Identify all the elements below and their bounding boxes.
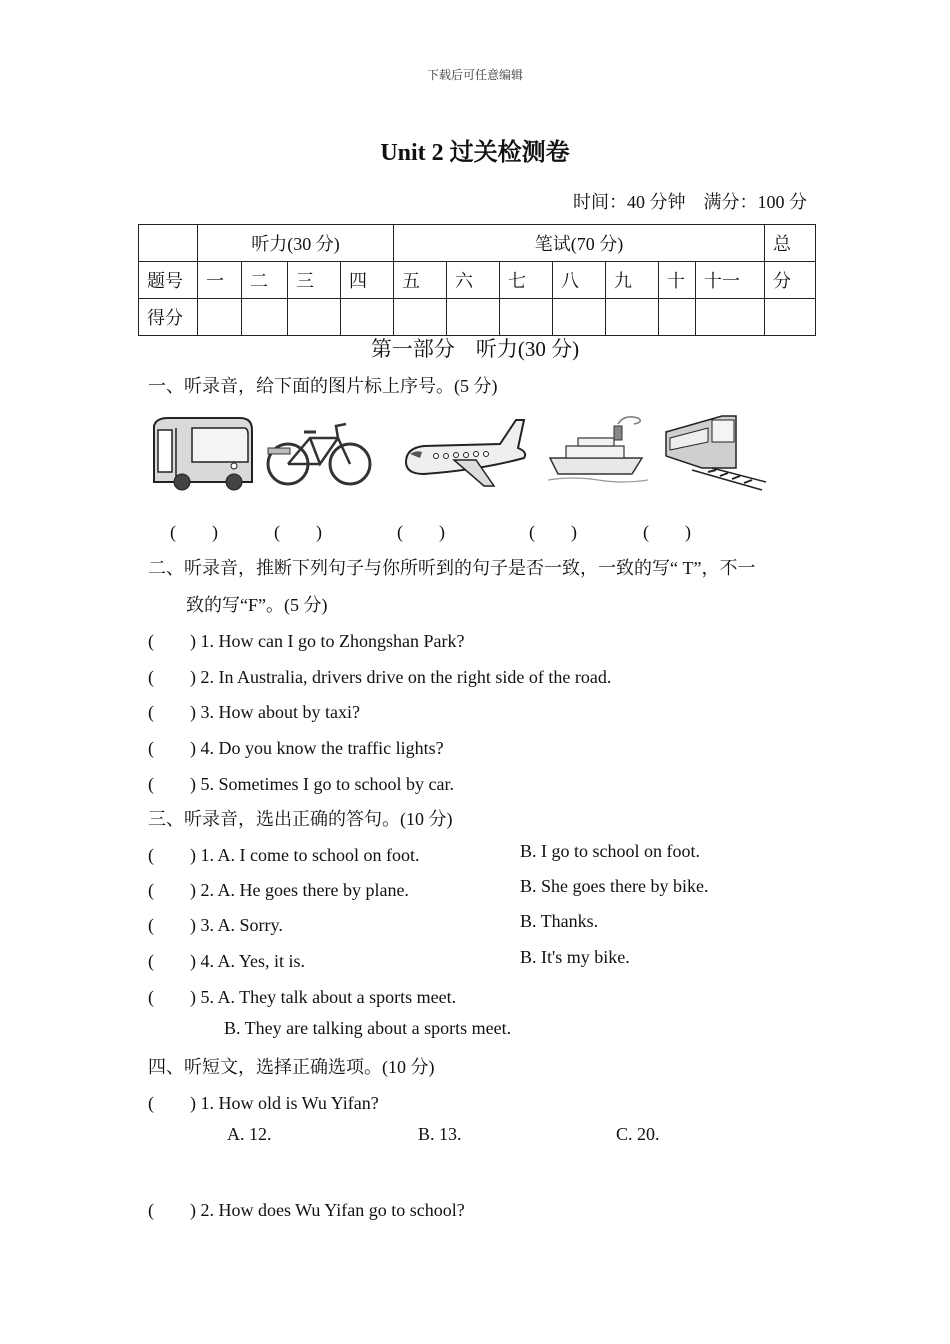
header-note: 下载后可任意编辑 [426, 68, 523, 82]
choice-item-a[interactable]: ( ) 2. A. He goes there by plane. [148, 880, 409, 900]
section1-heading: 一、听录音，给下面的图片标上序号。(5 分) [148, 376, 498, 396]
col-6: 六 [447, 262, 500, 299]
choice-item-b[interactable]: B. I go to school on foot. [520, 841, 700, 861]
tf-item[interactable]: ( ) 3. How about by taxi? [148, 702, 360, 722]
option-b[interactable]: B. 13. [418, 1124, 462, 1144]
choice-item-b[interactable]: B. Thanks. [520, 911, 599, 931]
col-9: 九 [606, 262, 659, 299]
choice-item-a[interactable]: ( ) 4. A. Yes, it is. [148, 951, 306, 971]
section2-heading-line1: 二、听录音，推断下列句子与你所听到的句子是否一致，一致的写“ T”，不一 [148, 558, 756, 578]
row-label-number: 题号 [139, 262, 198, 299]
tf-item[interactable]: ( ) 2. In Australia, drivers drive on the right side of the road. [148, 667, 612, 687]
choice-item-a[interactable]: ( ) 3. A. Sorry. [148, 915, 283, 935]
choice-item-b[interactable]: B. It's my bike. [520, 947, 630, 967]
score-cell[interactable] [696, 299, 765, 336]
score-cell[interactable] [341, 299, 394, 336]
train-icon [662, 412, 768, 492]
question-2[interactable]: ( ) 2. How does Wu Yifan go to school? [148, 1200, 465, 1220]
tf-item[interactable]: ( ) 4. Do you know the traffic lights? [148, 738, 444, 758]
score-cell[interactable] [198, 299, 242, 336]
listening-header: 听力(30 分) [198, 225, 394, 262]
bus-icon [148, 412, 256, 492]
tf-item[interactable]: ( ) 1. How can I go to Zhongshan Park? [148, 631, 465, 651]
col-7: 七 [500, 262, 553, 299]
section2-heading-line2: 致的写“F”。(5 分) [186, 595, 328, 615]
col-11: 十一 [696, 262, 765, 299]
col-5: 五 [394, 262, 447, 299]
plane-icon [400, 412, 530, 492]
score-cell[interactable] [242, 299, 288, 336]
section3-heading: 三、听录音，选出正确的答句。(10 分) [148, 809, 453, 829]
score-cell[interactable] [553, 299, 606, 336]
score-cell[interactable] [606, 299, 659, 336]
time-score-info: 时间：40 分钟 满分：100 分 [573, 192, 807, 212]
score-cell[interactable] [288, 299, 341, 336]
answer-blank-4[interactable]: ( ) [529, 522, 577, 542]
option-a[interactable]: A. 12. [227, 1124, 272, 1144]
answer-blank-3[interactable]: ( ) [397, 522, 445, 542]
choice-item-b[interactable]: B. She goes there by bike. [520, 876, 709, 896]
total-header-bottom: 分 [765, 262, 816, 299]
bicycle-icon [264, 412, 374, 492]
row-label-score: 得分 [139, 299, 198, 336]
score-cell[interactable] [500, 299, 553, 336]
tf-item[interactable]: ( ) 5. Sometimes I go to school by car. [148, 774, 454, 794]
col-2: 二 [242, 262, 288, 299]
total-header-top: 总 [765, 225, 816, 262]
col-10: 十 [659, 262, 696, 299]
part1-title: 第一部分 听力(30 分) [370, 337, 580, 361]
score-cell[interactable] [447, 299, 500, 336]
writing-header: 笔试(70 分) [394, 225, 765, 262]
col-1: 一 [198, 262, 242, 299]
choice-item-b[interactable]: B. They are talking about a sports meet. [224, 1018, 512, 1038]
question-1[interactable]: ( ) 1. How old is Wu Yifan? [148, 1093, 379, 1113]
col-4: 四 [341, 262, 394, 299]
answer-blank-2[interactable]: ( ) [274, 522, 322, 542]
score-cell[interactable] [765, 299, 816, 336]
page-title: Unit 2 过关检测卷 [380, 140, 570, 166]
option-c[interactable]: C. 20. [616, 1124, 660, 1144]
answer-blank-1[interactable]: ( ) [170, 522, 218, 542]
score-table [138, 224, 816, 336]
section4-heading: 四、听短文，选择正确选项。(10 分) [148, 1057, 435, 1077]
score-table-corner [139, 225, 198, 262]
choice-item-a[interactable]: ( ) 1. A. I come to school on foot. [148, 845, 420, 865]
col-8: 八 [553, 262, 606, 299]
score-cell[interactable] [659, 299, 696, 336]
answer-blank-5[interactable]: ( ) [643, 522, 691, 542]
col-3: 三 [288, 262, 341, 299]
ship-icon [548, 412, 648, 492]
choice-item-a[interactable]: ( ) 5. A. They talk about a sports meet. [148, 987, 457, 1007]
score-cell[interactable] [394, 299, 447, 336]
